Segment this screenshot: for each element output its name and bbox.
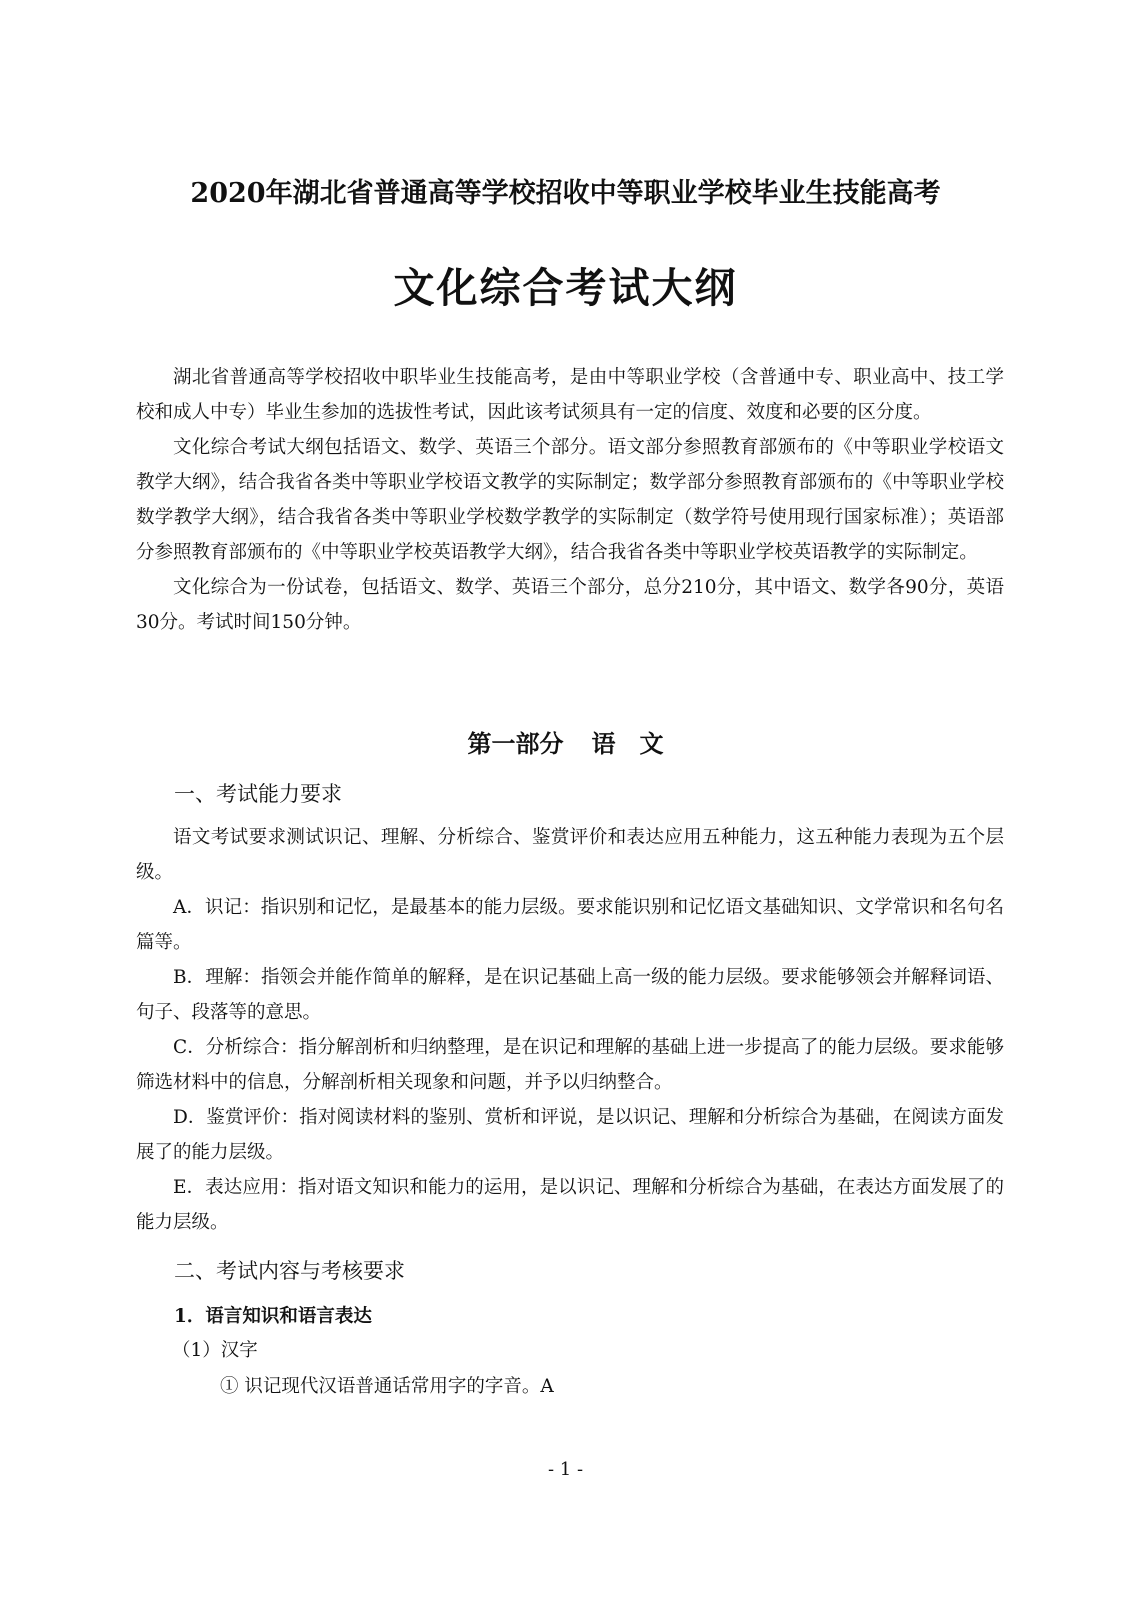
document-title-line1: 2020年湖北省普通高等学校招收中等职业学校毕业生技能高考 (190, 178, 941, 209)
section1-level-a: A．识记：指识别和记忆，是最基本的能力层级。要求能识别和记忆语文基础知识、文学常识和名句名篇等。 (136, 897, 1004, 953)
section2-subitem: （1）汉字 (172, 1340, 258, 1361)
section2-heading: 二、考试内容与考核要求 (174, 1259, 405, 1283)
section1-paragraph-intro: 语文考试要求测试识记、理解、分析综合、鉴赏评价和表达应用五种能力，这五种能力表现为五个层级。 (136, 827, 1004, 883)
section1-level-d: D．鉴赏评价：指对阅读材料的鉴别、赏析和评说，是以识记、理解和分析综合为基础，在阅读方面发展了的能力层级。 (136, 1107, 1004, 1163)
section2-subheading: 1．语言知识和语言表达 (174, 1306, 372, 1327)
page-number: - 1 - (547, 1459, 584, 1480)
intro-paragraph-3: 文化综合为一份试卷，包括语文、数学、英语三个部分，总分210分，其中语文、数学各90分，英语30分。考试时间150分钟。 (136, 577, 1004, 633)
section1-level-b: B．理解：指领会并能作简单的解释，是在识记基础上高一级的能力层级。要求能够领会并解释词语、句子、段落等的意思。 (136, 967, 1004, 1023)
document-title-main: 文化综合考试大纲 (393, 264, 738, 312)
intro-block (136, 360, 1004, 640)
section1-block (136, 820, 1004, 1240)
section1-level-c: C．分析综合：指分解剖析和归纳整理，是在识记和理解的基础上进一步提高了的能力层级。要求能够筛选材料中的信息，分解剖析相关现象和问题，并予以归纳整合。 (136, 1037, 1004, 1093)
section1-heading: 一、考试能力要求 (174, 782, 342, 806)
part-title-left: 第一部分 (467, 730, 564, 758)
intro-paragraph-1: 湖北省普通高等学校招收中职毕业生技能高考，是由中等职业学校（含普通中专、职业高中、技工学校和成人中专）毕业生参加的选拔性考试，因此该考试须具有一定的信度、效度和必要的区分度。 (136, 367, 1004, 423)
section2-item: ① 识记现代汉语普通话常用字的字音。A (220, 1376, 554, 1397)
section1-level-e: E．表达应用：指对语文知识和能力的运用，是以识记、理解和分析综合为基础，在表达方面发展了的能力层级。 (136, 1177, 1004, 1233)
part-title (0, 726, 1131, 762)
intro-paragraph-2: 文化综合考试大纲包括语文、数学、英语三个部分。语文部分参照教育部颁布的《中等职业学校语文教学大纲》，结合我省各类中等职业学校语文教学的实际制定；数学部分参照教育部颁布的《中等职业学校数学教学大纲》，结合我省各类中等职业学校数学教学的实际制定（数学符号使用现行国家标准）；英语部分参照教育部颁布的《中等职业学校英语教学大纲》，结合我省各类中等职业学校英语教学的实际制定。 (136, 437, 1004, 563)
part-title-right: 语 文 (591, 730, 664, 758)
